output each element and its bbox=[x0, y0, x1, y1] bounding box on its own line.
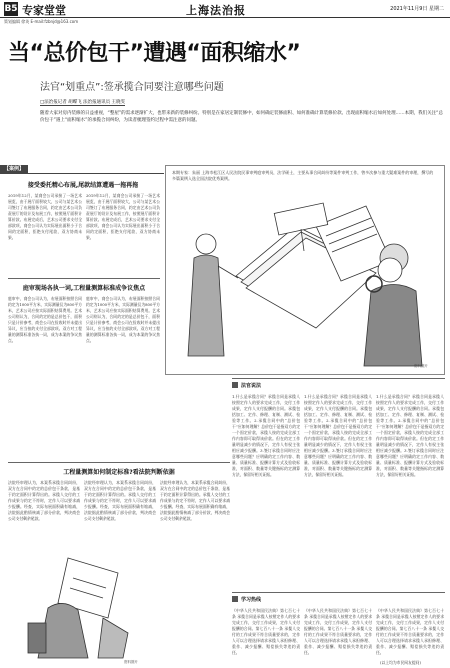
study-col-b: 《中华人民共和国民法典》第七百七十条 承揽合同是承揽人按照定作人的要求完成工作，交付工作成果，定作人支付报酬的合同。第七百八十一条 承揽人交付的工作成果不符合质量要求的，定作人可以合理选择请求承揽人承担修理、重作、减少报酬、赔偿损失等违约责任。 bbox=[304, 608, 372, 655]
study-col-c: 《中华人民共和国民法典》第七百七十条 承揽合同是承揽人按照定作人的要求完成工作，交付工作成果，定作人支付报酬的合同。第七百八十一条 承揽人交付的工作成果不符合质量要求的，定作人可以合理选择请求承揽人承担修理、重作、减少报酬、赔偿损失等违约责任。 bbox=[376, 608, 444, 655]
page-header bbox=[0, 0, 450, 18]
case-tag: 【案例】 bbox=[0, 165, 28, 173]
person-left-drawing bbox=[188, 234, 238, 356]
section-3-col-a: 法院经审理认为，本案系承揽合同纠纷，双方在合同中约定的总价包干条款，是基于约定面积计算得出的。承揽人交付的工作成果与约定不符时，定作人可以要求减少报酬。经查，实际布展面积确有缩减，法院据此酌情核减了部分价款，判决商会公司支付剩余尾款。 bbox=[8, 480, 80, 521]
section-1-col-a: 2019年12月，某商会公司承接了一场艺术展览，由于展厅面积较大，公司与某艺术公司签订了布展服务合同，约定由艺术公司负责展厅的设计及布展工作，按照展厅面积计算价款。布展完成后，艺术公司要求支付全部款项，商会公司认为实际展出面积小于合同约定面积，拒绝支付尾款，双方协商未果。 bbox=[8, 193, 82, 240]
small-image-credit: 资料图片 bbox=[124, 660, 138, 664]
divider bbox=[0, 173, 164, 174]
box-heading-legal-text: 法官说法 bbox=[241, 383, 262, 389]
editor-meta: 策划编辑 徐英 E-mail:fzbnjd@163.com bbox=[4, 19, 79, 24]
box-heading-legal bbox=[232, 382, 282, 390]
newspaper-masthead: 上海法治报 bbox=[186, 4, 246, 17]
section-2-col-a: 庭审中，商会公司认为，布展面积按照合同约定为1000平方米，实际测量仅为800平方米，艺术公司应按实际面积结算费用。艺术公司则认为，合同约定的是总价包干，面积只是计价参考，商会公司在验收时并未提出异议，应当按约支付全部款项。双方对工程量的测算标准各执一词，成为本案的争议焦点。 bbox=[8, 296, 82, 343]
article-lead: 随着大家对房内装修的日益重视，“整屋”的需求逐渐扩大，也带来新的装修纠纷。特别是在家居定制装修中，如何确定装修面积、如何准确计算装修价款、出现面积缩水后如何处理……本期，我们关注“总价包干”遇上“面积缩水”的承揽合同纠纷，为读者梳理签约过程中需注意的问题。 bbox=[40, 111, 443, 123]
article-headline: 当“总价包干”遭遇“面积缩水” bbox=[8, 41, 301, 66]
main-illustration bbox=[165, 165, 445, 375]
end-note: (以上均为市民网友提问) bbox=[380, 660, 421, 665]
article-subhead: 法官“划重点”:签承揽合同要注意哪些问题 bbox=[40, 82, 224, 93]
section-2-col-b: 庭审中，商会公司认为，布展面积按照合同约定为1000平方米，实际测量仅为800平方米，艺术公司应按实际面积结算费用。艺术公司则认为，合同约定的是总价包干，面积只是计价参考，商会公司在验收时并未提出异议，应当按约支付全部款项。双方对工程量的测算标准各执一词，成为本案的争议焦点。 bbox=[86, 296, 160, 343]
legal-col-c: 1.什么是承揽合同？承揽合同是承揽人按照定作人的要求完成工作，交付工作成果，定作人支付报酬的合同。承揽包括加工、定作、修理、复制、测试、检验等工作。2.承揽合同中的“总价包干”应如何理解？总价包干是指双方约定一个固定价款，承揽人按约完成全部工作内容即可取得该价款。但在约定工作量明显减少的情况下，定作人有权主张相应减少报酬。3.签订承揽合同时应注意哪些问题？应明确约定工作内容、数量、质量标准、报酬计算方式及验收标准，对面积、数量等关键指标约定测算方法，保留好相关证据。 bbox=[376, 394, 444, 477]
section-3-col-c: 法院经审理认为，本案系承揽合同纠纷，双方在合同中约定的总价包干条款，是基于约定面积计算得出的。承揽人交付的工作成果与约定不符时，定作人可以要求减少报酬。经查，实际布展面积确有缩减，法院据此酌情核减了部分价款，判决商会公司支付剩余尾款。 bbox=[160, 480, 230, 521]
box-heading-study bbox=[232, 596, 282, 604]
divider bbox=[232, 592, 445, 593]
image-credit: 资料图片 bbox=[414, 364, 428, 368]
divider bbox=[232, 378, 445, 379]
legal-col-a: 1.什么是承揽合同？承揽合同是承揽人按照定作人的要求完成工作，交付工作成果，定作人支付报酬的合同。承揽包括加工、定作、修理、复制、测试、检验等工作。2.承揽合同中的“总价包干”应如何理解？总价包干是指双方约定一个固定价款，承揽人按约完成全部工作内容即可取得该价款。但在约定工作量明显减少的情况下，定作人有权主张相应减少报酬。3.签订承揽合同时应注意哪些问题？应明确约定工作内容、数量、质量标准、报酬计算方式及验收标准，对面积、数量等关键指标约定测算方法，保留好相关证据。 bbox=[232, 394, 300, 477]
section-title: 专家堂堂 bbox=[22, 4, 66, 17]
section-heading-3: 工程量测算如何制定标准?看法院判断依据 bbox=[63, 469, 175, 476]
divider bbox=[8, 462, 230, 463]
section-heading-2: 庭审现场各执一词,工程量测算标准成争议焦点 bbox=[22, 285, 146, 292]
box-heading-study-text: 学习热线 bbox=[241, 597, 262, 603]
section-heading-1: 接受委托精心布展,尾款结算遭遇一拖再拖 bbox=[27, 182, 139, 189]
small-illustration-drawing bbox=[8, 548, 158, 666]
square-icon bbox=[232, 382, 238, 388]
section-1-col-b: 2019年12月，某商会公司承接了一场艺术展览，由于展厅面积较大，公司与某艺术公司签订了布展服务合同，约定由艺术公司负责展厅的设计及布展工作，按照展厅面积计算价款。布展完成后，艺术公司要求支付全部款项，商会公司认为实际展出面积小于合同约定面积，拒绝支付尾款，双方协商未果。 bbox=[86, 193, 160, 240]
study-col-a: 《中华人民共和国民法典》第七百七十条 承揽合同是承揽人按照定作人的要求完成工作，交付工作成果，定作人支付报酬的合同。第七百八十一条 承揽人交付的工作成果不符合质量要求的，定作人可以合理选择请求承揽人承担修理、重作、减少报酬、赔偿损失等违约责任。 bbox=[232, 608, 300, 655]
divider bbox=[8, 278, 160, 279]
page-number-badge: B5 bbox=[4, 4, 18, 14]
section-3-col-b: 法院经审理认为，本案系承揽合同纠纷，双方在合同中约定的总价包干条款，是基于约定面积计算得出的。承揽人交付的工作成果与约定不符时，定作人可以要求减少报酬。经查，实际布展面积确有缩减，法院据此酌情核减了部分价款，判决商会公司支付剩余尾款。 bbox=[84, 480, 156, 521]
illustration-drawing bbox=[166, 166, 446, 376]
issue-date: 2021年11月9日 星期二 bbox=[390, 6, 444, 12]
small-illustration bbox=[8, 548, 158, 666]
expert-caption: 本期专家：朱丽 上海市松江区人民法院民事审判庭审判员，法学硕士，主要从事合同纠纷等案件审判工作，曾多次参与重大疑难案件的审理，撰写的多篇案例入选全国法院优秀案例。 bbox=[172, 170, 434, 181]
legal-col-b: 1.什么是承揽合同？承揽合同是承揽人按照定作人的要求完成工作，交付工作成果，定作人支付报酬的合同。承揽包括加工、定作、修理、复制、测试、检验等工作。2.承揽合同中的“总价包干”应如何理解？总价包干是指双方约定一个固定价款，承揽人按约完成全部工作内容即可取得该价款。但在约定工作量明显减少的情况下，定作人有权主张相应减少报酬。3.签订承揽合同时应注意哪些问题？应明确约定工作内容、数量、质量标准、报酬计算方式及验收标准，对面积、数量等关键指标约定测算方法，保留好相关证据。 bbox=[304, 394, 372, 477]
article-byline: □法治报记者 胡蝶飞 法治报通讯员 王晓雯 bbox=[40, 100, 126, 105]
square-icon bbox=[232, 596, 238, 602]
